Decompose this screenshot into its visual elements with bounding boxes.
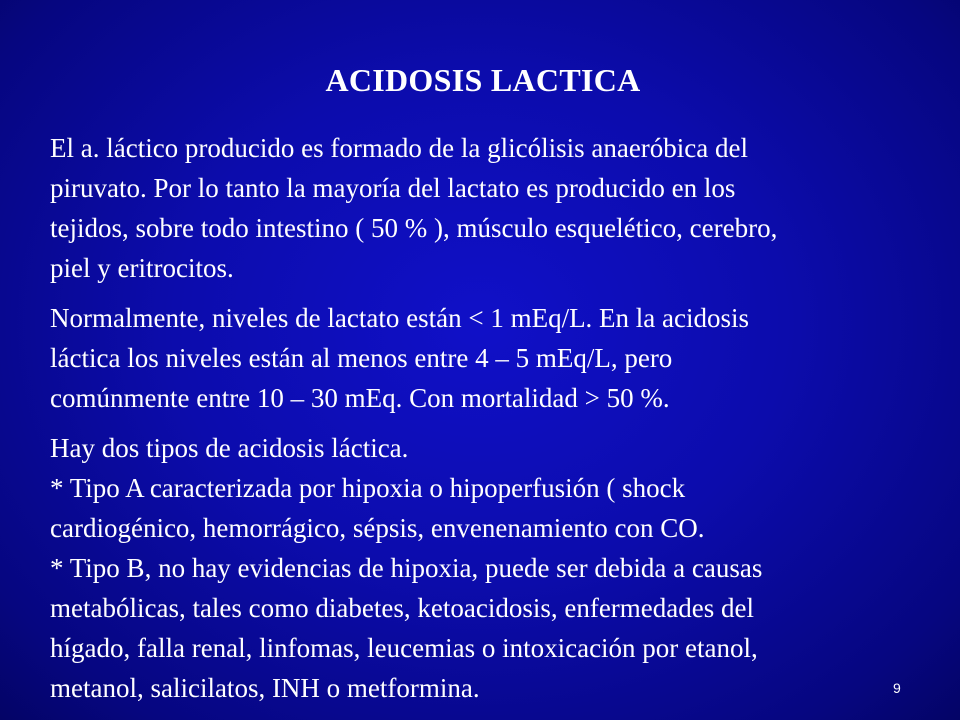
paragraph-lactate-origin — [50, 128, 920, 288]
text-line: piruvato. Por lo tanto la mayoría del lactato es producido en los — [50, 173, 736, 203]
text-line: Normalmente, niveles de lactato están < 1 mEq/L. En la acidosis — [50, 303, 750, 333]
paragraph-acidosis-types — [50, 428, 920, 708]
text-line: láctica los niveles están al menos entre 4 – 5 mEq/L, pero — [50, 343, 673, 373]
text-line: piel y eritrocitos. — [50, 253, 234, 283]
text-line: hígado, falla renal, linfomas, leucemias o intoxicación por etanol, — [50, 633, 758, 663]
text-line: * Tipo A caracterizada por hipoxia o hipoperfusión ( shock — [50, 473, 686, 503]
slide-body — [50, 128, 920, 718]
page-number: 9 — [893, 680, 901, 696]
text-line: * Tipo B, no hay evidencias de hipoxia, puede ser debida a causas — [50, 553, 763, 583]
text-line: metabólicas, tales como diabetes, ketoacidosis, enfermedades del — [50, 593, 754, 623]
text-line: El a. láctico producido es formado de la glicólisis anaeróbica del — [50, 133, 748, 163]
text-line: comúnmente entre 10 – 30 mEq. Con mortalidad > 50 %. — [50, 383, 670, 413]
paragraph-lactate-levels — [50, 298, 920, 418]
text-line: tejidos, sobre todo intestino ( 50 % ), músculo esquelético, cerebro, — [50, 213, 778, 243]
text-line: metanol, salicilatos, INH o metformina. — [50, 673, 480, 703]
text-line: cardiogénico, hemorrágico, sépsis, envenenamiento con CO. — [50, 513, 705, 543]
slide-title: ACIDOSIS LACTICA — [325, 62, 641, 98]
text-line: Hay dos tipos de acidosis láctica. — [50, 433, 409, 463]
